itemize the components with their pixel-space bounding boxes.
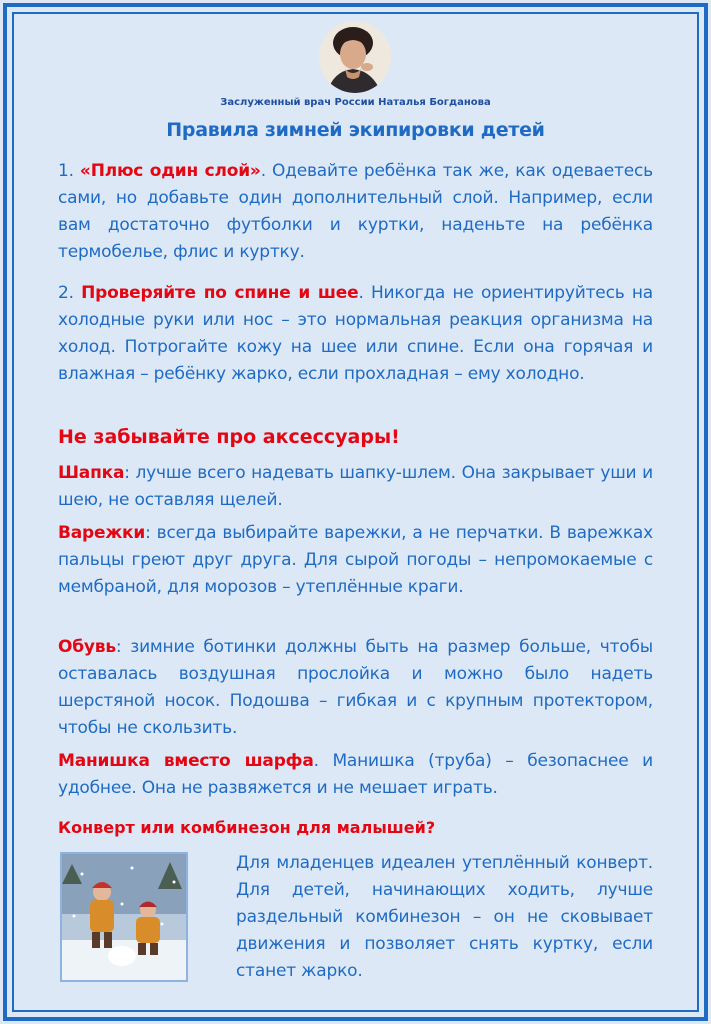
rule-1 [58, 158, 653, 266]
accessory-neck-warmer-title: Манишка вместо шарфа [58, 751, 314, 771]
page-title: Правила зимней экипировки детей [166, 119, 545, 141]
accessory-hat-text: : лучше всего надевать шапку-шлем. Она закрывает уши и шею, не оставляя щелей. [58, 463, 653, 510]
rule-2 [58, 280, 653, 388]
rule-1-number: 1. [58, 161, 74, 181]
rule-2-text: . Никогда не ориентируйтесь на холодные руки или нос – это нормальная реакция организма на холод. Потрогайте кожу на шее или спине. Если она горячая и влажная – ребёнку жарко, если прохладная – ему холодно. [58, 283, 653, 384]
accessory-shoes [58, 634, 653, 742]
accessory-hat [58, 460, 653, 514]
rule-2-title: Проверяйте по спине и шее [81, 283, 359, 303]
accessory-shoes-text: : зимние ботинки должны быть на размер больше, чтобы оставалась воздушная прослойка и можно было надеть шерстяной носок. Подошва – гибкая и с крупным протектором, чтобы не скользить. [58, 637, 653, 738]
accessory-hat-title: Шапка [58, 463, 125, 483]
accessory-shoes-title: Обувь [58, 637, 116, 657]
author-byline: Заслуженный врач России Наталья Богданова [220, 97, 491, 108]
winter-kids-photo [60, 852, 188, 982]
accessory-neck-warmer-text: . Манишка (труба) – безопаснее и удобнее. Она не развяжется и не мешает играть. [58, 751, 653, 798]
envelope-text: Для младенцев идеален утеплённый конверт. Для детей, начинающих ходить, лучше раздельный комбинезон – он не сковывает движения и позволяет снять куртку, если станет жарко. [236, 853, 653, 981]
accessory-mittens [58, 520, 653, 601]
accessory-mittens-text: : всегда выбирайте варежки, а не перчатки. В варежках пальцы греют друг друга. Для сырой погоды – непромокаемые с мембраной, для морозов – утеплённые краги. [58, 523, 653, 597]
children-snow-illustration-icon [62, 854, 186, 980]
rule-1-title: «Плюс один слой» [79, 161, 261, 181]
accessory-mittens-title: Варежки [58, 523, 146, 543]
accessory-neck-warmer [58, 748, 653, 802]
envelope-heading: Конверт или комбинезон для малышей? [58, 818, 436, 837]
rule-2-number: 2. [58, 283, 74, 303]
rule-1-text: . Одевайте ребёнка так же, как одеваетесь сами, но добавьте один дополнительный слой. Например, если вам достаточно футболки и куртки, наденьте на ребёнка термобелье, флис и куртку. [58, 161, 653, 262]
author-portrait-icon [319, 21, 391, 93]
author-avatar [319, 21, 391, 93]
accessories-heading: Не забывайте про аксессуары! [58, 426, 400, 448]
